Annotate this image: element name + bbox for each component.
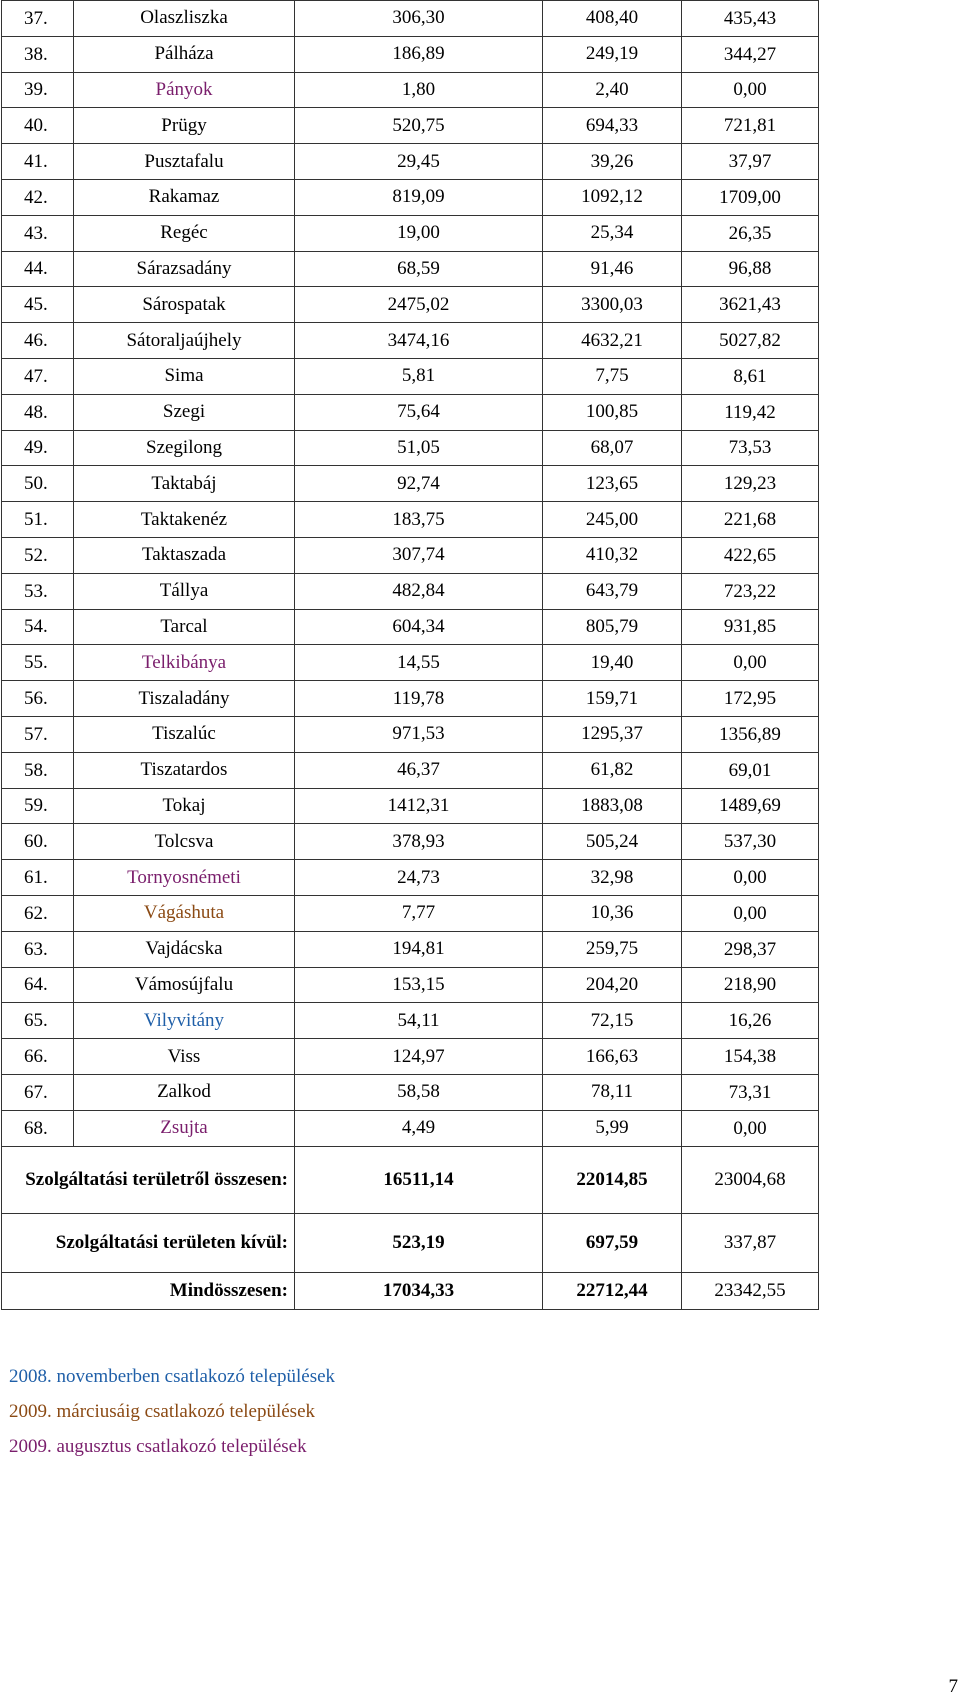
value-col-1: 186,89 bbox=[295, 36, 543, 72]
value-col-2: 91,46 bbox=[543, 251, 682, 287]
value-col-1: 1412,31 bbox=[295, 788, 543, 824]
value-col-1: 183,75 bbox=[295, 502, 543, 538]
total-label-outside-area: Szolgáltatási területen kívül: bbox=[2, 1213, 295, 1272]
total-row-outside-area bbox=[2, 1213, 819, 1272]
value-col-3: 154,38 bbox=[682, 1039, 819, 1075]
row-number: 51. bbox=[2, 502, 74, 538]
value-col-2: 78,11 bbox=[543, 1074, 682, 1110]
row-number: 41. bbox=[2, 144, 74, 180]
value-col-1: 971,53 bbox=[295, 716, 543, 752]
value-col-2: 1295,37 bbox=[543, 716, 682, 752]
value-col-2: 39,26 bbox=[543, 144, 682, 180]
value-col-1: 307,74 bbox=[295, 537, 543, 573]
municipality-name: Pálháza bbox=[74, 36, 295, 72]
value-col-2: 3300,03 bbox=[543, 287, 682, 323]
value-col-3: 73,31 bbox=[682, 1074, 819, 1110]
row-number: 40. bbox=[2, 108, 74, 144]
value-col-3: 172,95 bbox=[682, 681, 819, 717]
municipality-name: Szegilong bbox=[74, 430, 295, 466]
municipality-name: Pusztafalu bbox=[74, 144, 295, 180]
table-row bbox=[2, 716, 819, 752]
value-col-3: 96,88 bbox=[682, 251, 819, 287]
value-col-3: 1709,00 bbox=[682, 179, 819, 215]
row-number: 43. bbox=[2, 215, 74, 251]
value-col-2: 643,79 bbox=[543, 573, 682, 609]
value-col-2: 19,40 bbox=[543, 645, 682, 681]
value-col-1: 194,81 bbox=[295, 931, 543, 967]
municipality-name: Vámosújfalu bbox=[74, 967, 295, 1003]
municipality-name: Sátoraljaújhely bbox=[74, 323, 295, 359]
total-row-grand bbox=[2, 1272, 819, 1309]
value-col-2: 408,40 bbox=[543, 1, 682, 37]
municipality-name: Tolcsva bbox=[74, 824, 295, 860]
value-col-1: 19,00 bbox=[295, 215, 543, 251]
value-col-1: 306,30 bbox=[295, 1, 543, 37]
value-col-1: 7,77 bbox=[295, 895, 543, 931]
row-number: 66. bbox=[2, 1039, 74, 1075]
table-row bbox=[2, 108, 819, 144]
municipality-name: Rakamaz bbox=[74, 179, 295, 215]
value-col-2: 410,32 bbox=[543, 537, 682, 573]
table-row bbox=[2, 358, 819, 394]
value-col-1: 153,15 bbox=[295, 967, 543, 1003]
value-col-3: 0,00 bbox=[682, 72, 819, 108]
value-col-3: 931,85 bbox=[682, 609, 819, 645]
municipality-name: Prügy bbox=[74, 108, 295, 144]
municipality-name: Tiszalúc bbox=[74, 716, 295, 752]
row-number: 56. bbox=[2, 681, 74, 717]
value-col-2: 259,75 bbox=[543, 931, 682, 967]
value-col-3: 422,65 bbox=[682, 537, 819, 573]
value-col-1: 92,74 bbox=[295, 466, 543, 502]
row-number: 54. bbox=[2, 609, 74, 645]
table-row bbox=[2, 430, 819, 466]
row-number: 65. bbox=[2, 1003, 74, 1039]
value-col-2: 166,63 bbox=[543, 1039, 682, 1075]
table-row bbox=[2, 394, 819, 430]
value-col-2: 100,85 bbox=[543, 394, 682, 430]
value-col-1: 4,49 bbox=[295, 1110, 543, 1146]
municipality-name: Pányok bbox=[74, 72, 295, 108]
municipality-name: Sárospatak bbox=[74, 287, 295, 323]
value-col-1: 51,05 bbox=[295, 430, 543, 466]
table-row bbox=[2, 144, 819, 180]
table-row bbox=[2, 72, 819, 108]
table-row bbox=[2, 1003, 819, 1039]
municipality-name: Vilyvitány bbox=[74, 1003, 295, 1039]
value-col-3: 298,37 bbox=[682, 931, 819, 967]
table-row bbox=[2, 466, 819, 502]
row-number: 37. bbox=[2, 1, 74, 37]
row-number: 44. bbox=[2, 251, 74, 287]
value-col-1: 46,37 bbox=[295, 752, 543, 788]
row-number: 57. bbox=[2, 716, 74, 752]
value-col-1: 119,78 bbox=[295, 681, 543, 717]
row-number: 60. bbox=[2, 824, 74, 860]
table-row bbox=[2, 752, 819, 788]
municipality-name: Tállya bbox=[74, 573, 295, 609]
municipality-name: Tarcal bbox=[74, 609, 295, 645]
row-number: 46. bbox=[2, 323, 74, 359]
value-col-1: 14,55 bbox=[295, 645, 543, 681]
value-col-2: 68,07 bbox=[543, 430, 682, 466]
table-row bbox=[2, 1074, 819, 1110]
value-col-3: 0,00 bbox=[682, 645, 819, 681]
value-col-1: 604,34 bbox=[295, 609, 543, 645]
table-row bbox=[2, 645, 819, 681]
table-row bbox=[2, 681, 819, 717]
row-number: 58. bbox=[2, 752, 74, 788]
municipality-name: Tiszatardos bbox=[74, 752, 295, 788]
value-col-3: 8,61 bbox=[682, 358, 819, 394]
table-body bbox=[2, 1, 819, 1310]
value-col-1: 520,75 bbox=[295, 108, 543, 144]
municipality-name: Tornyosnémeti bbox=[74, 860, 295, 896]
municipality-name: Szegi bbox=[74, 394, 295, 430]
value-col-2: 1092,12 bbox=[543, 179, 682, 215]
total-label-service-area: Szolgáltatási területről összesen: bbox=[2, 1146, 295, 1213]
value-col-2: 805,79 bbox=[543, 609, 682, 645]
row-number: 61. bbox=[2, 860, 74, 896]
value-col-3: 26,35 bbox=[682, 215, 819, 251]
table-row bbox=[2, 287, 819, 323]
value-col-2: 694,33 bbox=[543, 108, 682, 144]
table-row bbox=[2, 967, 819, 1003]
value-col-2: 159,71 bbox=[543, 681, 682, 717]
value-col-3: 16,26 bbox=[682, 1003, 819, 1039]
row-number: 68. bbox=[2, 1110, 74, 1146]
total-service-area-v1: 16511,14 bbox=[295, 1146, 543, 1213]
total-outside-area-v3: 337,87 bbox=[682, 1213, 819, 1272]
legend-item-mar-2009: 2009. márciusáig csatlakozó települések bbox=[9, 1401, 316, 1422]
value-col-3: 344,27 bbox=[682, 36, 819, 72]
total-grand-v2: 22712,44 bbox=[543, 1272, 682, 1309]
table-row bbox=[2, 36, 819, 72]
table-row bbox=[2, 609, 819, 645]
row-number: 45. bbox=[2, 287, 74, 323]
table-row bbox=[2, 1110, 819, 1146]
table-row bbox=[2, 537, 819, 573]
value-col-2: 25,34 bbox=[543, 215, 682, 251]
row-number: 62. bbox=[2, 895, 74, 931]
row-number: 38. bbox=[2, 36, 74, 72]
municipality-name: Taktakenéz bbox=[74, 502, 295, 538]
value-col-1: 1,80 bbox=[295, 72, 543, 108]
municipality-name: Telkibánya bbox=[74, 645, 295, 681]
value-col-1: 2475,02 bbox=[295, 287, 543, 323]
legend-item-nov-2008: 2008. novemberben csatlakozó települések bbox=[9, 1366, 336, 1387]
municipality-name: Vajdácska bbox=[74, 931, 295, 967]
row-number: 63. bbox=[2, 931, 74, 967]
row-number: 67. bbox=[2, 1074, 74, 1110]
value-col-1: 124,97 bbox=[295, 1039, 543, 1075]
value-col-2: 204,20 bbox=[543, 967, 682, 1003]
value-col-1: 482,84 bbox=[295, 573, 543, 609]
value-col-1: 24,73 bbox=[295, 860, 543, 896]
value-col-2: 72,15 bbox=[543, 1003, 682, 1039]
row-number: 47. bbox=[2, 358, 74, 394]
value-col-1: 54,11 bbox=[295, 1003, 543, 1039]
value-col-3: 3621,43 bbox=[682, 287, 819, 323]
municipality-data-table bbox=[1, 0, 819, 1310]
table-row bbox=[2, 1039, 819, 1075]
row-number: 50. bbox=[2, 466, 74, 502]
value-col-1: 819,09 bbox=[295, 179, 543, 215]
row-number: 48. bbox=[2, 394, 74, 430]
value-col-3: 0,00 bbox=[682, 895, 819, 931]
value-col-3: 129,23 bbox=[682, 466, 819, 502]
value-col-1: 3474,16 bbox=[295, 323, 543, 359]
table-row bbox=[2, 502, 819, 538]
total-grand-v1: 17034,33 bbox=[295, 1272, 543, 1309]
value-col-2: 123,65 bbox=[543, 466, 682, 502]
table-row bbox=[2, 323, 819, 359]
value-col-3: 119,42 bbox=[682, 394, 819, 430]
total-outside-area-v2: 697,59 bbox=[543, 1213, 682, 1272]
table-row bbox=[2, 573, 819, 609]
value-col-3: 37,97 bbox=[682, 144, 819, 180]
value-col-1: 68,59 bbox=[295, 251, 543, 287]
value-col-3: 721,81 bbox=[682, 108, 819, 144]
value-col-3: 218,90 bbox=[682, 967, 819, 1003]
value-col-3: 5027,82 bbox=[682, 323, 819, 359]
municipality-name: Taktaszada bbox=[74, 537, 295, 573]
total-row-service-area bbox=[2, 1146, 819, 1213]
row-number: 53. bbox=[2, 573, 74, 609]
total-service-area-v2: 22014,85 bbox=[543, 1146, 682, 1213]
row-number: 64. bbox=[2, 967, 74, 1003]
value-col-2: 505,24 bbox=[543, 824, 682, 860]
value-col-2: 4632,21 bbox=[543, 323, 682, 359]
value-col-3: 221,68 bbox=[682, 502, 819, 538]
municipality-name: Sima bbox=[74, 358, 295, 394]
table-row bbox=[2, 788, 819, 824]
value-col-1: 378,93 bbox=[295, 824, 543, 860]
row-number: 49. bbox=[2, 430, 74, 466]
municipality-name: Sárazsadány bbox=[74, 251, 295, 287]
legend-item-aug-2009: 2009. augusztus csatlakozó települések bbox=[9, 1436, 307, 1457]
total-service-area-v3: 23004,68 bbox=[682, 1146, 819, 1213]
value-col-2: 245,00 bbox=[543, 502, 682, 538]
value-col-3: 0,00 bbox=[682, 860, 819, 896]
value-col-3: 69,01 bbox=[682, 752, 819, 788]
table-row bbox=[2, 215, 819, 251]
table-row bbox=[2, 824, 819, 860]
municipality-name: Viss bbox=[74, 1039, 295, 1075]
total-label-grand: Mindösszesen: bbox=[2, 1272, 295, 1309]
table-row bbox=[2, 179, 819, 215]
value-col-2: 2,40 bbox=[543, 72, 682, 108]
value-col-3: 723,22 bbox=[682, 573, 819, 609]
value-col-2: 5,99 bbox=[543, 1110, 682, 1146]
table-row bbox=[2, 1, 819, 37]
value-col-2: 249,19 bbox=[543, 36, 682, 72]
value-col-3: 1356,89 bbox=[682, 716, 819, 752]
value-col-3: 73,53 bbox=[682, 430, 819, 466]
value-col-1: 75,64 bbox=[295, 394, 543, 430]
municipality-name: Olaszliszka bbox=[74, 1, 295, 37]
value-col-3: 0,00 bbox=[682, 1110, 819, 1146]
value-col-3: 435,43 bbox=[682, 1, 819, 37]
table-row bbox=[2, 895, 819, 931]
municipality-name: Taktabáj bbox=[74, 466, 295, 502]
value-col-3: 1489,69 bbox=[682, 788, 819, 824]
value-col-2: 32,98 bbox=[543, 860, 682, 896]
value-col-1: 5,81 bbox=[295, 358, 543, 394]
page-number: 7 bbox=[948, 1676, 958, 1697]
municipality-name: Tiszaladány bbox=[74, 681, 295, 717]
municipality-name: Zsujta bbox=[74, 1110, 295, 1146]
table-row bbox=[2, 251, 819, 287]
total-grand-v3: 23342,55 bbox=[682, 1272, 819, 1309]
total-outside-area-v1: 523,19 bbox=[295, 1213, 543, 1272]
municipality-name: Vágáshuta bbox=[74, 895, 295, 931]
value-col-2: 10,36 bbox=[543, 895, 682, 931]
municipality-name: Zalkod bbox=[74, 1074, 295, 1110]
municipality-name: Regéc bbox=[74, 215, 295, 251]
row-number: 55. bbox=[2, 645, 74, 681]
municipality-name: Tokaj bbox=[74, 788, 295, 824]
row-number: 59. bbox=[2, 788, 74, 824]
table-row bbox=[2, 931, 819, 967]
value-col-2: 1883,08 bbox=[543, 788, 682, 824]
value-col-3: 537,30 bbox=[682, 824, 819, 860]
table-row bbox=[2, 860, 819, 896]
row-number: 52. bbox=[2, 537, 74, 573]
row-number: 39. bbox=[2, 72, 74, 108]
value-col-2: 7,75 bbox=[543, 358, 682, 394]
value-col-2: 61,82 bbox=[543, 752, 682, 788]
row-number: 42. bbox=[2, 179, 74, 215]
value-col-1: 58,58 bbox=[295, 1074, 543, 1110]
value-col-1: 29,45 bbox=[295, 144, 543, 180]
